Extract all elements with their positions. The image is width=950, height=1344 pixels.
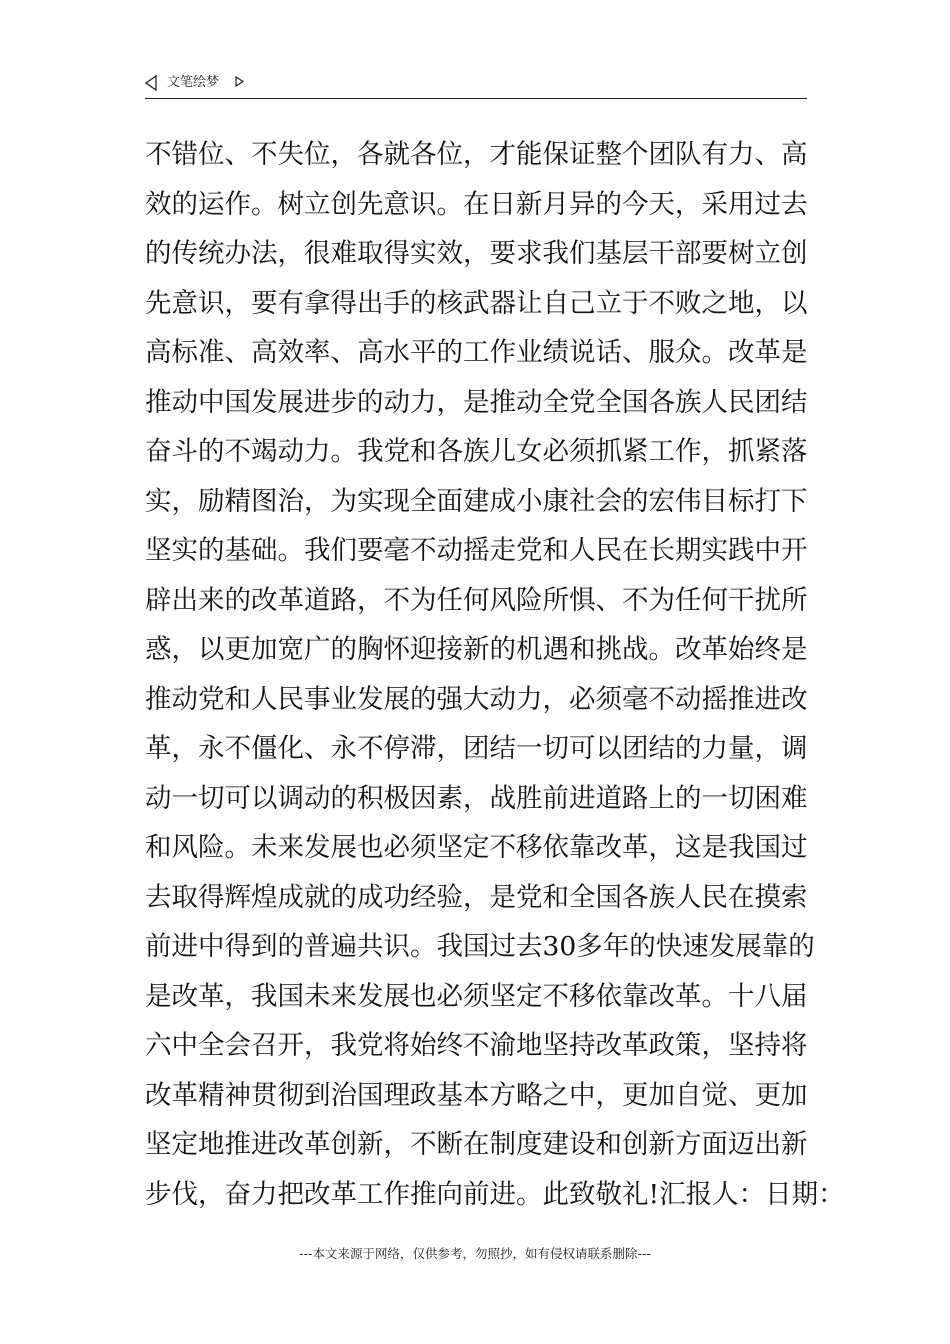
- text-line: 不错位、不失位，各就各位，才能保证整个团队有力、高: [145, 139, 808, 170]
- text-line: 效的运作。树立创先意识。在日新月异的今天，采用过去: [145, 188, 808, 220]
- text-line: 是改革，我国未来发展也必须坚定不移依靠改革。十八届: [145, 980, 808, 1012]
- text-line: 和风险。未来发展也必须坚定不移依靠改革，这是我国过: [145, 832, 808, 863]
- text-line: 推动中国发展进步的动力，是推动全党全国各族人民团结: [145, 386, 808, 418]
- text-line: 惑，以更加宽广的胸怀迎接新的机遇和挑战。改革始终是: [145, 634, 808, 665]
- text-line: 先意识，要有拿得出手的核武器让自己立于不败之地，以: [145, 287, 808, 319]
- page-header: [145, 72, 807, 99]
- text-line: 推动党和人民事业发展的强大动力，必须毫不动摇推进改: [145, 683, 808, 715]
- triangle-left-icon: [145, 75, 157, 91]
- footer-disclaimer: ---本文来源于网络，仅供参考，勿照抄，如有侵权请联系删除---: [298, 1246, 652, 1261]
- text-line: 辟出来的改革道路，不为任何风险所惧、不为任何干扰所: [145, 584, 808, 616]
- text-line: 坚实的基础。我们要毫不动摇走党和人民在长期实践中开: [145, 535, 808, 566]
- text-line: 的传统办法，很难取得实效，要求我们基层干部要树立创: [145, 238, 808, 269]
- text-line: 高标准、高效率、高水平的工作业绩说话、服众。改革是: [145, 337, 808, 368]
- triangle-right-icon: [235, 76, 244, 87]
- text-line: 革，永不僵化、永不停滞，团结一切可以团结的力量，调: [145, 733, 808, 764]
- header-title: 文笔绘梦: [167, 75, 220, 90]
- text-line: 动一切可以调动的积极因素，战胜前进道路上的一切困难: [145, 782, 808, 814]
- text-line: 步伐，奋力把改革工作推向前进。此致敬礼!汇报人：日期：: [145, 1178, 845, 1210]
- text-line: 奋斗的不竭动力。我党和各族儿女必须抓紧工作，抓紧落: [145, 436, 808, 467]
- text-line: 实，励精图治，为实现全面建成小康社会的宏伟目标打下: [145, 485, 808, 517]
- text-line: 六中全会召开，我党将始终不渝地坚持改革政策，坚持将: [145, 1030, 808, 1061]
- text-line: 坚定地推进改革创新，不断在制度建设和创新方面迈出新: [145, 1129, 808, 1160]
- text-line: 改革精神贯彻到治国理政基本方略之中，更加自觉、更加: [145, 1079, 808, 1111]
- text-line: 前进中得到的普遍共识。我国过去30多年的快速发展靠的: [145, 931, 815, 962]
- text-line: 去取得辉煌成就的成功经验，是党和全国各族人民在摸索: [145, 881, 808, 913]
- body-text: [145, 130, 845, 1219]
